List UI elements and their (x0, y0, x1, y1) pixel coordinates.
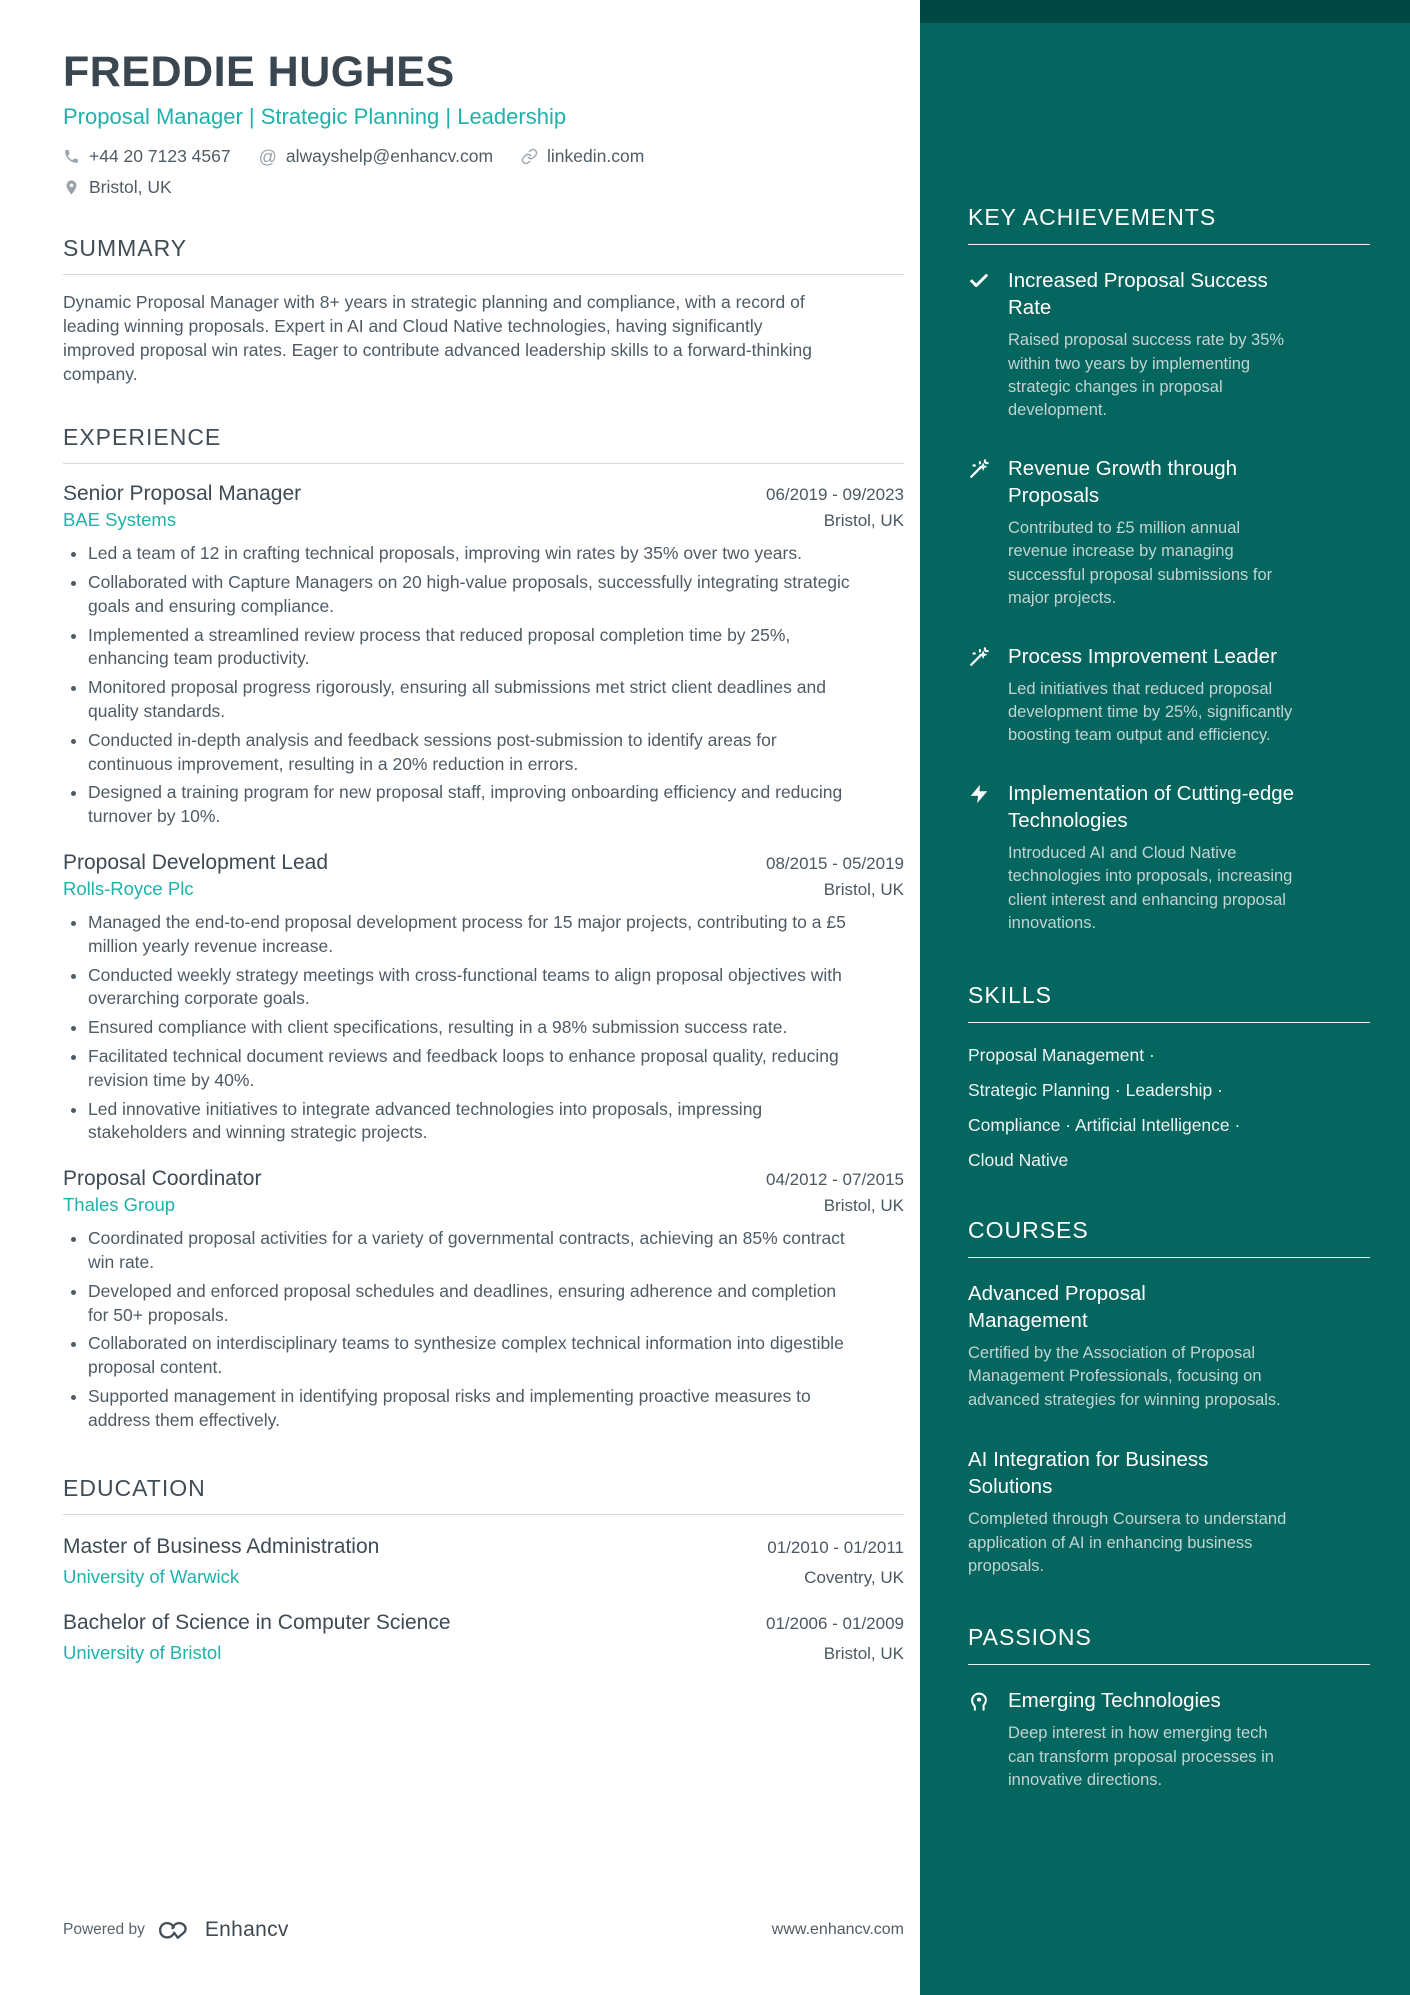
magic-wand-icon (968, 455, 992, 611)
summary-heading: SUMMARY (63, 235, 904, 275)
sidebar-content (920, 23, 1410, 1833)
key-achievements-section (968, 204, 1370, 936)
email-item (259, 146, 493, 167)
bullet: • Supported management in identifying proposal risks and implementing proactive measures to address them effectively. (88, 1385, 850, 1433)
phone-item (63, 146, 231, 167)
lightning-bolt-icon (968, 780, 992, 936)
course-title: Advanced Proposal Management (968, 1281, 1146, 1332)
courses-section (968, 1217, 1370, 1579)
job-title: Senior Proposal Manager (63, 482, 302, 506)
achievement-item (968, 455, 1370, 611)
bullet: • Conducted in-depth analysis and feedback sessions post-submission to identify areas for continuous improvement, resulting in a 20% reduction in errors. (88, 729, 850, 777)
bullet: • Collaborated on interdisciplinary teams to synthesize complex technical information into digestible proposal content. (88, 1332, 850, 1380)
powered-by-label: Powered by (63, 1921, 145, 1938)
bullet: • Designed a training program for new proposal staff, improving onboarding efficiency and reducing turnover by 10%. (88, 781, 850, 829)
footer-url[interactable]: www.enhancv.com (771, 1921, 904, 1938)
summary-text: Dynamic Proposal Manager with 8+ years in strategic planning and compliance, with a record of leading winning proposals. Expert in AI and Cloud Native technologies, having significantly improved proposal win rates. Eager to contribute advanced leadership skills to a forward-thinking company. (63, 292, 813, 385)
footer (63, 1917, 904, 1943)
bullet: • Monitored proposal progress rigorously, ensuring all submissions met strict client deadlines and quality standards. (88, 676, 850, 724)
bullet: • Led innovative initiatives to integrate advanced technologies into proposals, impressing stakeholders and winning strategic projects. (88, 1098, 850, 1146)
job-title: Proposal Development Lead (63, 850, 329, 874)
bullet: • Coordinated proposal activities for a variety of governmental contracts, achieving an 85% contract win rate. (88, 1227, 850, 1275)
degree: Master of Business Administration (63, 1534, 380, 1558)
bullet: • Implemented a streamlined review process that reduced proposal completion time by 25%, enhancing team productivity. (88, 624, 850, 672)
location-pin-icon (63, 179, 80, 196)
job-bullets (63, 911, 904, 1145)
contact-row-2 (63, 177, 904, 198)
job-location: Bristol, UK (823, 880, 904, 900)
key-achievements-heading: KEY ACHIEVEMENTS (968, 204, 1370, 245)
brand-wordmark: Enhancv (204, 1918, 289, 1941)
job-entry (63, 480, 904, 829)
course-item (968, 1446, 1370, 1578)
bullet: • Developed and enforced proposal schedules and deadlines, ensuring adherence and completion for 50+ proposals. (88, 1280, 850, 1328)
company-name: Thales Group (63, 1194, 176, 1216)
contact-row (63, 146, 904, 167)
education-entry (63, 1609, 904, 1667)
skill-line: Proposal Management · (968, 1044, 1155, 1065)
email-address[interactable]: alwayshelp@enhancv.com (285, 146, 494, 167)
achievement-item (968, 267, 1370, 423)
enhancv-logo-icon (157, 1917, 193, 1943)
achievement-text: Led initiatives that reduced proposal development time by 25%, significantly boosting team output and efficiency. (1008, 679, 1293, 745)
company-name: Rolls-Royce Plc (63, 878, 194, 900)
achievement-title: Increased Proposal Success Rate (1008, 269, 1268, 320)
at-icon: @ (258, 146, 277, 167)
experience-heading: EXPERIENCE (63, 424, 904, 464)
phone-number: +44 20 7123 4567 (89, 146, 231, 167)
phone-icon (63, 148, 80, 165)
achievement-title: Revenue Growth through Proposals (1008, 456, 1238, 507)
check-icon (968, 267, 992, 423)
bullet: • Conducted weekly strategy meetings with cross-functional teams to align proposal objectives with overarching corporate goals. (88, 964, 850, 1012)
head-icon (968, 1687, 992, 1792)
job-dates: 04/2012 - 07/2015 (765, 1170, 904, 1190)
achievement-item (968, 780, 1370, 936)
job-location: Bristol, UK (823, 511, 904, 531)
school-name: University of Bristol (63, 1642, 222, 1664)
skill-line: Compliance · Artificial Intelligence · (968, 1114, 1241, 1135)
bullet: • Facilitated technical document reviews and feedback loops to enhance proposal quality, reducing revision time by 40%. (88, 1045, 850, 1093)
job-dates: 06/2019 - 09/2023 (765, 485, 904, 505)
education-location: Coventry, UK (804, 1567, 904, 1587)
passion-item (968, 1687, 1370, 1792)
skills-heading: SKILLS (968, 982, 1370, 1023)
course-text: Certified by the Association of Proposal Management Professionals, focusing on advanced strategies for winning proposals. (968, 1343, 1281, 1409)
passion-text: Deep interest in how emerging tech can transform proposal processes in innovative directions. (1008, 1724, 1274, 1790)
education-heading: EDUCATION (63, 1475, 904, 1515)
passions-heading: PASSIONS (968, 1624, 1370, 1665)
sidebar-top-strip (920, 0, 1410, 23)
magic-wand-icon (968, 643, 992, 748)
skill-line: Cloud Native (968, 1149, 1069, 1170)
job-entry (63, 1165, 904, 1432)
job-title: Proposal Coordinator (63, 1167, 262, 1191)
experience-section (63, 424, 904, 1438)
skills-section (968, 982, 1370, 1171)
person-job-title: Proposal Manager | Strategic Planning | Leadership (63, 104, 567, 130)
achievement-text: Contributed to £5 million annual revenue increase by managing successful proposal submissions for major projects. (1008, 518, 1273, 608)
summary-section (63, 235, 904, 387)
course-title: AI Integration for Business Solutions (968, 1448, 1209, 1499)
degree: Bachelor of Science in Computer Science (63, 1610, 451, 1634)
location-text: Bristol, UK (89, 177, 172, 198)
course-text: Completed through Coursera to understand application of AI in enhancing business proposals. (968, 1510, 1287, 1575)
website-item (521, 146, 644, 167)
bullet: • Collaborated with Capture Managers on 20 high-value proposals, successfully integrating strategic goals and ensuring compliance. (88, 571, 850, 619)
job-dates: 08/2015 - 05/2019 (765, 853, 904, 873)
school-name: University of Warwick (63, 1565, 240, 1587)
powered-by (63, 1917, 289, 1943)
job-bullets (63, 542, 904, 829)
passion-title: Emerging Technologies (1008, 1689, 1221, 1713)
course-item (968, 1280, 1370, 1412)
passions-section (968, 1624, 1370, 1792)
job-bullets (63, 1227, 904, 1432)
bullet: • Led a team of 12 in crafting technical proposals, improving win rates by 35% over two years. (88, 542, 850, 566)
header (63, 50, 904, 198)
bullet: • Ensured compliance with client specifications, resulting in a 98% submission success rate. (88, 1016, 850, 1040)
sidebar (920, 0, 1410, 1995)
education-location: Bristol, UK (823, 1644, 904, 1664)
job-entry (63, 849, 904, 1145)
achievement-title: Process Improvement Leader (1008, 644, 1277, 668)
achievement-item (968, 643, 1370, 748)
education-dates: 01/2010 - 01/2011 (767, 1537, 904, 1557)
company-name: BAE Systems (63, 509, 177, 531)
achievement-text: Raised proposal success rate by 35% within two years by implementing strategic changes in proposal development. (1008, 331, 1285, 420)
courses-heading: COURSES (968, 1217, 1370, 1258)
education-entry (63, 1533, 904, 1591)
location-item (63, 177, 172, 198)
education-dates: 01/2006 - 01/2009 (765, 1613, 904, 1633)
website-link[interactable]: linkedin.com (547, 146, 645, 167)
person-name: FREDDIE HUGHES (63, 48, 455, 96)
achievement-title: Implementation of Cutting-edge Technologies (1008, 781, 1295, 832)
education-section (63, 1475, 904, 1667)
link-icon (521, 148, 538, 165)
skill-line: Strategic Planning · Leadership · (968, 1079, 1223, 1100)
bullet: • Managed the end-to-end proposal development process for 15 major projects, contributing to a £5 million yearly revenue increase. (88, 911, 850, 959)
job-location: Bristol, UK (823, 1196, 904, 1216)
achievement-text: Introduced AI and Cloud Native technologies into proposals, increasing client interest and enhancing proposal innovations. (1008, 843, 1293, 933)
